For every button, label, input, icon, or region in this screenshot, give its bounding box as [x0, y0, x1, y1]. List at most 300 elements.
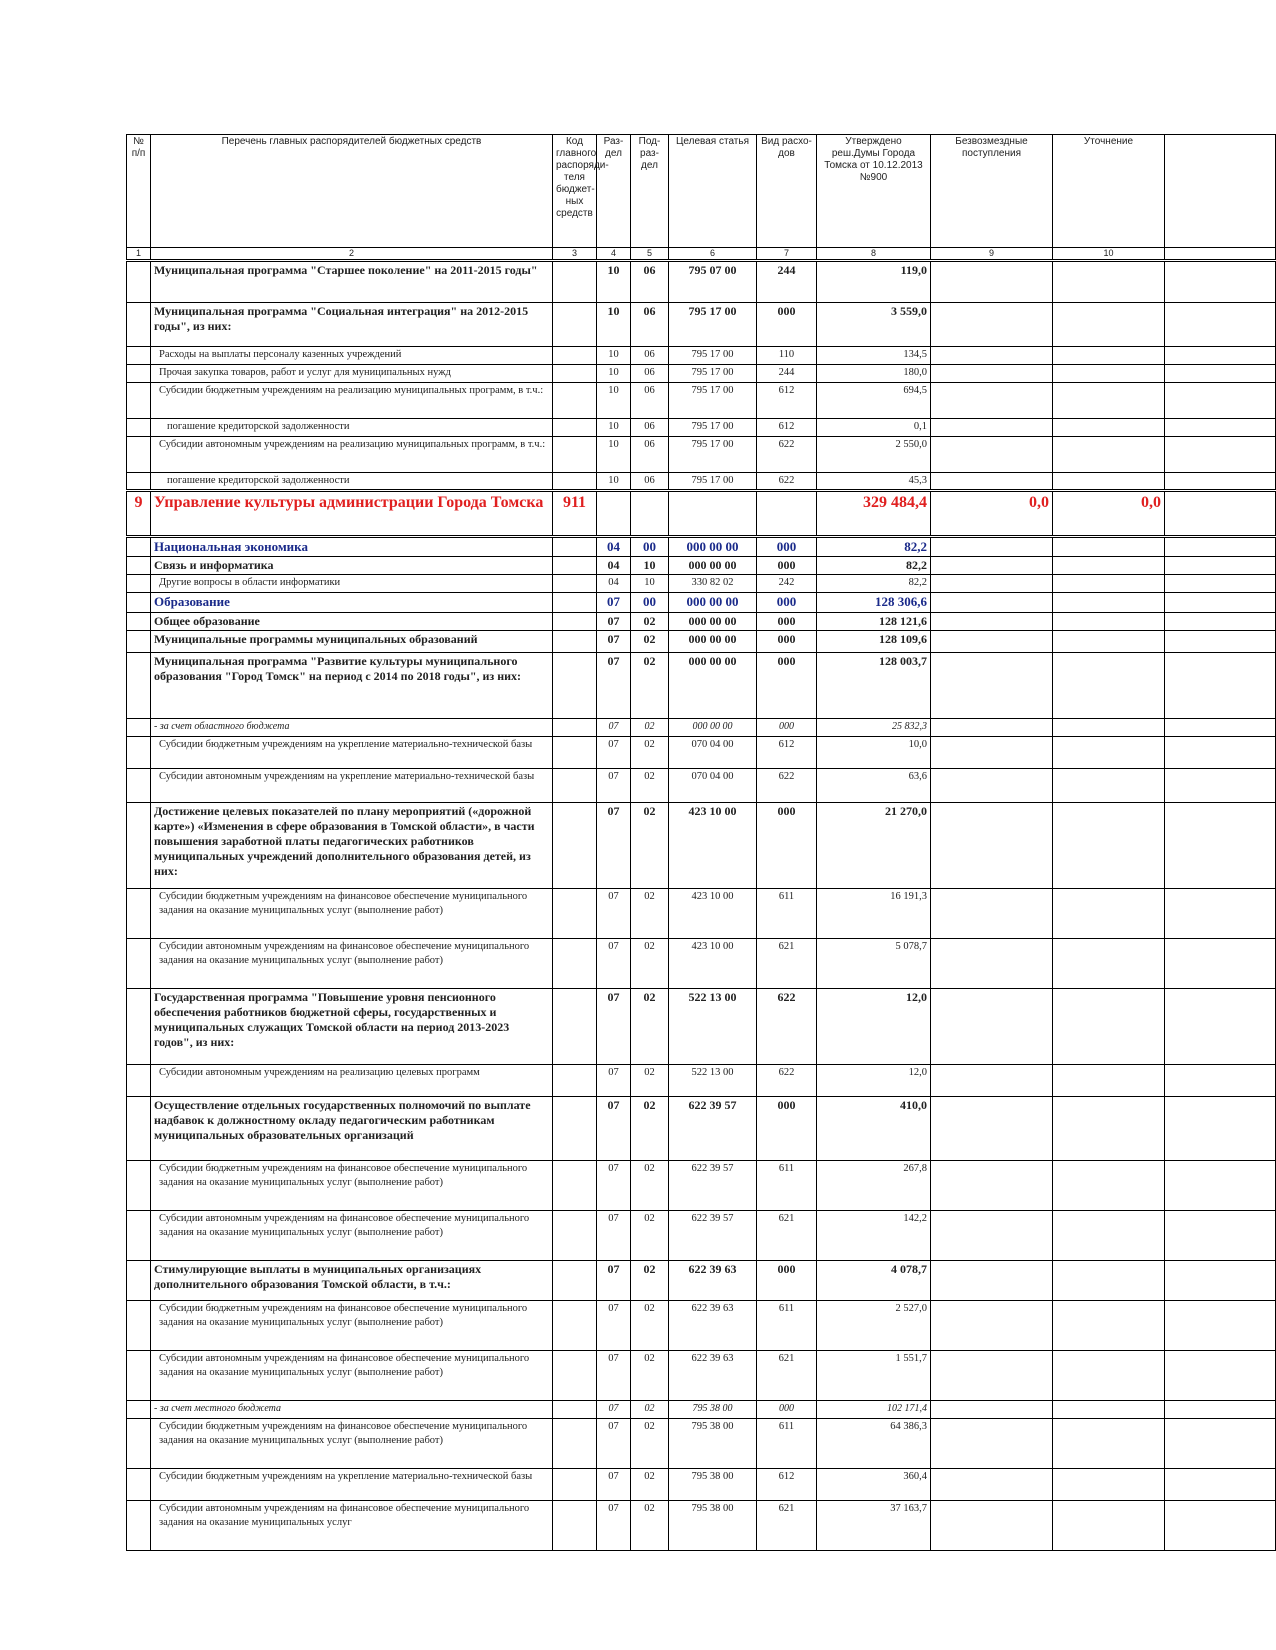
row-statya: 000 00 00	[669, 593, 757, 613]
row-vid: 621	[757, 1211, 817, 1261]
row-code	[553, 1401, 597, 1419]
row-bezv	[931, 613, 1053, 631]
row-extra	[1165, 491, 1276, 537]
row-name: Субсидии бюджетным учреждениям на укрепление материально-технической базы	[151, 1469, 553, 1501]
row-bezv	[931, 989, 1053, 1065]
row-code	[553, 889, 597, 939]
row-podrazdel: 02	[631, 1211, 669, 1261]
row-extra	[1165, 383, 1276, 419]
row-name: Государственная программа "Повышение уровня пенсионного обеспечения работников бюджетной сферы, государственных и муниципальных служащих Томской области на период 2013-2023 годов", из них:	[151, 989, 553, 1065]
row-extra	[1165, 575, 1276, 593]
row-statya: 000 00 00	[669, 631, 757, 653]
row-razdel: 10	[597, 419, 631, 437]
row-num	[127, 889, 151, 939]
colnum: 6	[669, 248, 757, 261]
row-razdel: 07	[597, 631, 631, 653]
row-razdel: 04	[597, 575, 631, 593]
row-statya	[669, 491, 757, 537]
header-statya: Целевая статья	[669, 135, 757, 248]
row-statya: 522 13 00	[669, 1065, 757, 1097]
row-amount: 2 527,0	[817, 1301, 931, 1351]
row-extra	[1165, 631, 1276, 653]
row-bezv	[931, 1401, 1053, 1419]
row-extra	[1165, 303, 1276, 347]
row-extra	[1165, 1351, 1276, 1401]
row-amount: 360,4	[817, 1469, 931, 1501]
row-utoch	[1053, 1419, 1165, 1469]
row-extra	[1165, 737, 1276, 769]
row-amount: 0,1	[817, 419, 931, 437]
row-vid: 000	[757, 1261, 817, 1301]
table-row	[127, 1065, 1276, 1097]
row-podrazdel: 02	[631, 1161, 669, 1211]
row-vid: 000	[757, 613, 817, 631]
row-num	[127, 593, 151, 613]
row-code	[553, 557, 597, 575]
header-razdel: Раз-дел	[597, 135, 631, 248]
row-utoch	[1053, 889, 1165, 939]
row-vid: 000	[757, 593, 817, 613]
row-extra	[1165, 1097, 1276, 1161]
row-vid: 000	[757, 803, 817, 889]
row-code	[553, 1261, 597, 1301]
row-statya: 795 17 00	[669, 347, 757, 365]
row-name: - за счет областного бюджета	[151, 719, 553, 737]
row-utoch	[1053, 653, 1165, 719]
row-num	[127, 737, 151, 769]
row-vid: 622	[757, 473, 817, 491]
row-podrazdel: 06	[631, 473, 669, 491]
row-name: Осуществление отдельных государственных полномочий по выплате надбавок к должностному окладу педагогическим работникам муниципальных образовательных организаций	[151, 1097, 553, 1161]
row-num	[127, 989, 151, 1065]
row-razdel: 07	[597, 1065, 631, 1097]
row-bezv	[931, 719, 1053, 737]
row-name: Достижение целевых показателей по плану мероприятий («дорожной карте») «Изменения в сфере образования в Томской области», в части повышения заработной платы педагогических работников муниципальных учреждений дополнительного образования детей, из них:	[151, 803, 553, 889]
row-name: Субсидии автономным учреждениям на финансовое обеспечение муниципального задания на оказание муниципальных услуг (выполнение работ)	[151, 939, 553, 989]
row-extra	[1165, 473, 1276, 491]
header-name: Перечень главных распорядителей бюджетных средств	[151, 135, 553, 248]
row-extra	[1165, 989, 1276, 1065]
row-vid: 612	[757, 1469, 817, 1501]
header-code: Код главного распоряди-теля бюджет-ных средств	[553, 135, 597, 248]
row-bezv	[931, 1469, 1053, 1501]
row-amount: 128 306,6	[817, 593, 931, 613]
row-amount: 82,2	[817, 575, 931, 593]
row-code	[553, 653, 597, 719]
header-num: № п/п	[127, 135, 151, 248]
row-name: Общее образование	[151, 613, 553, 631]
row-amount: 25 832,3	[817, 719, 931, 737]
row-razdel: 07	[597, 1097, 631, 1161]
row-podrazdel: 02	[631, 1469, 669, 1501]
row-statya: 795 17 00	[669, 365, 757, 383]
row-num	[127, 261, 151, 303]
row-code	[553, 1211, 597, 1261]
table-row	[127, 261, 1276, 303]
row-num	[127, 1419, 151, 1469]
row-amount: 10,0	[817, 737, 931, 769]
row-amount: 45,3	[817, 473, 931, 491]
row-podrazdel: 10	[631, 575, 669, 593]
row-bezv: 0,0	[931, 491, 1053, 537]
row-vid: 000	[757, 631, 817, 653]
row-bezv	[931, 1161, 1053, 1211]
colnum: 3	[553, 248, 597, 261]
row-statya: 795 17 00	[669, 303, 757, 347]
table-row	[127, 631, 1276, 653]
row-utoch	[1053, 1469, 1165, 1501]
row-statya: 070 04 00	[669, 769, 757, 803]
row-name: Субсидии автономным учреждениям на реализацию муниципальных программ, в т.ч.:	[151, 437, 553, 473]
row-utoch	[1053, 303, 1165, 347]
row-razdel	[597, 491, 631, 537]
row-vid: 242	[757, 575, 817, 593]
table-row	[127, 769, 1276, 803]
row-vid: 621	[757, 1351, 817, 1401]
row-name: Субсидии бюджетным учреждениям на финансовое обеспечение муниципального задания на оказание муниципальных услуг (выполнение работ)	[151, 1301, 553, 1351]
row-extra	[1165, 1065, 1276, 1097]
row-utoch	[1053, 1211, 1165, 1261]
row-utoch	[1053, 365, 1165, 383]
row-extra	[1165, 593, 1276, 613]
table-row	[127, 491, 1276, 537]
row-name: Субсидии автономным учреждениям на финансовое обеспечение муниципального задания на оказание муниципальных услуг	[151, 1501, 553, 1551]
row-statya: 795 17 00	[669, 419, 757, 437]
table-row	[127, 473, 1276, 491]
row-extra	[1165, 803, 1276, 889]
header-approved: Утверждено реш.Думы Города Томска от 10.12.2013 №900	[817, 135, 931, 248]
row-amount: 82,2	[817, 557, 931, 575]
row-vid: 000	[757, 303, 817, 347]
row-name: - за счет местного бюджета	[151, 1401, 553, 1419]
row-amount: 16 191,3	[817, 889, 931, 939]
colnum: 8	[817, 248, 931, 261]
row-podrazdel: 00	[631, 537, 669, 557]
column-number-row	[127, 248, 1276, 261]
row-statya: 000 00 00	[669, 557, 757, 575]
table-row	[127, 365, 1276, 383]
row-name: Расходы на выплаты персоналу казенных учреждений	[151, 347, 553, 365]
row-code	[553, 575, 597, 593]
row-statya: 795 38 00	[669, 1419, 757, 1469]
row-statya: 522 13 00	[669, 989, 757, 1065]
row-code	[553, 803, 597, 889]
row-statya: 622 39 57	[669, 1211, 757, 1261]
row-vid: 612	[757, 737, 817, 769]
row-statya: 423 10 00	[669, 889, 757, 939]
row-razdel: 07	[597, 1261, 631, 1301]
row-razdel: 07	[597, 653, 631, 719]
row-amount: 128 003,7	[817, 653, 931, 719]
row-statya: 795 17 00	[669, 473, 757, 491]
row-amount: 119,0	[817, 261, 931, 303]
row-podrazdel	[631, 491, 669, 537]
row-num	[127, 419, 151, 437]
row-podrazdel: 02	[631, 631, 669, 653]
row-name: Прочая закупка товаров, работ и услуг для муниципальных нужд	[151, 365, 553, 383]
row-amount: 82,2	[817, 537, 931, 557]
row-num	[127, 1469, 151, 1501]
row-amount: 12,0	[817, 1065, 931, 1097]
row-num	[127, 437, 151, 473]
row-num	[127, 473, 151, 491]
row-bezv	[931, 557, 1053, 575]
header-utoch: Уточнение	[1053, 135, 1165, 248]
header-vid: Вид расхо-дов	[757, 135, 817, 248]
row-extra	[1165, 437, 1276, 473]
table-row	[127, 575, 1276, 593]
row-amount: 12,0	[817, 989, 931, 1065]
row-statya: 622 39 57	[669, 1097, 757, 1161]
row-vid: 611	[757, 1301, 817, 1351]
row-code	[553, 537, 597, 557]
row-name: Субсидии бюджетным учреждениям на укрепление материально-технической базы	[151, 737, 553, 769]
row-amount: 21 270,0	[817, 803, 931, 889]
row-name: Субсидии автономным учреждениям на финансовое обеспечение муниципального задания на оказание муниципальных услуг (выполнение работ)	[151, 1211, 553, 1261]
row-vid: 000	[757, 1097, 817, 1161]
row-bezv	[931, 1261, 1053, 1301]
row-num	[127, 653, 151, 719]
row-podrazdel: 06	[631, 303, 669, 347]
row-razdel: 07	[597, 1351, 631, 1401]
row-podrazdel: 02	[631, 653, 669, 719]
row-bezv	[931, 1351, 1053, 1401]
row-extra	[1165, 1161, 1276, 1211]
row-vid: 612	[757, 383, 817, 419]
row-extra	[1165, 769, 1276, 803]
row-amount: 267,8	[817, 1161, 931, 1211]
row-podrazdel: 02	[631, 769, 669, 803]
row-num	[127, 631, 151, 653]
row-utoch	[1053, 1065, 1165, 1097]
table-row	[127, 437, 1276, 473]
table-row	[127, 653, 1276, 719]
row-extra	[1165, 1401, 1276, 1419]
row-extra	[1165, 653, 1276, 719]
row-utoch	[1053, 419, 1165, 437]
row-name: Связь и информатика	[151, 557, 553, 575]
row-statya: 000 00 00	[669, 653, 757, 719]
row-bezv	[931, 631, 1053, 653]
row-code	[553, 1161, 597, 1211]
row-name: погашение кредиторской задолженности	[151, 419, 553, 437]
row-utoch	[1053, 737, 1165, 769]
row-num: 9	[127, 491, 151, 537]
row-utoch	[1053, 383, 1165, 419]
row-podrazdel: 02	[631, 737, 669, 769]
table-row	[127, 1401, 1276, 1419]
header-bezv: Безвозмездные поступления	[931, 135, 1053, 248]
row-name: Субсидии бюджетным учреждениям на финансовое обеспечение муниципального задания на оказание муниципальных услуг (выполнение работ)	[151, 889, 553, 939]
row-statya: 330 82 02	[669, 575, 757, 593]
row-amount: 3 559,0	[817, 303, 931, 347]
colnum: 7	[757, 248, 817, 261]
row-podrazdel: 02	[631, 803, 669, 889]
row-code	[553, 1501, 597, 1551]
row-name: Муниципальные программы муниципальных образований	[151, 631, 553, 653]
table-row	[127, 557, 1276, 575]
row-vid: 000	[757, 719, 817, 737]
row-statya: 622 39 63	[669, 1351, 757, 1401]
row-podrazdel: 00	[631, 593, 669, 613]
row-vid: 000	[757, 557, 817, 575]
row-utoch	[1053, 631, 1165, 653]
row-num	[127, 1065, 151, 1097]
row-extra	[1165, 613, 1276, 631]
row-bezv	[931, 303, 1053, 347]
row-name: Муниципальная программа "Развитие культуры муниципального образования "Город Томск" на период с 2014 по 2018 годы", из них:	[151, 653, 553, 719]
row-amount: 1 551,7	[817, 1351, 931, 1401]
row-statya: 795 17 00	[669, 437, 757, 473]
row-extra	[1165, 1501, 1276, 1551]
row-razdel: 10	[597, 261, 631, 303]
row-code	[553, 939, 597, 989]
row-amount: 694,5	[817, 383, 931, 419]
row-bezv	[931, 365, 1053, 383]
row-utoch	[1053, 557, 1165, 575]
row-extra	[1165, 261, 1276, 303]
row-bezv	[931, 939, 1053, 989]
row-utoch	[1053, 347, 1165, 365]
row-extra	[1165, 1419, 1276, 1469]
row-vid: 611	[757, 889, 817, 939]
row-utoch	[1053, 1097, 1165, 1161]
row-code	[553, 1351, 597, 1401]
colnum: 10	[1053, 248, 1165, 261]
colnum: 4	[597, 248, 631, 261]
table-row	[127, 1261, 1276, 1301]
row-statya: 000 00 00	[669, 613, 757, 631]
row-amount: 180,0	[817, 365, 931, 383]
row-num	[127, 347, 151, 365]
row-podrazdel: 06	[631, 419, 669, 437]
row-statya: 622 39 63	[669, 1301, 757, 1351]
row-vid: 622	[757, 769, 817, 803]
colnum: 5	[631, 248, 669, 261]
header-row	[127, 135, 1276, 248]
row-podrazdel: 06	[631, 261, 669, 303]
row-name: Субсидии бюджетным учреждениям на финансовое обеспечение муниципального задания на оказание муниципальных услуг (выполнение работ)	[151, 1161, 553, 1211]
row-name: Управление культуры администрации Города Томска	[151, 491, 553, 537]
row-statya: 423 10 00	[669, 803, 757, 889]
row-vid: 244	[757, 261, 817, 303]
row-podrazdel: 10	[631, 557, 669, 575]
row-podrazdel: 02	[631, 1501, 669, 1551]
header-extra	[1165, 135, 1276, 248]
row-code	[553, 365, 597, 383]
row-utoch	[1053, 1401, 1165, 1419]
row-num	[127, 365, 151, 383]
row-code	[553, 261, 597, 303]
row-num	[127, 939, 151, 989]
row-vid: 621	[757, 939, 817, 989]
row-vid: 611	[757, 1161, 817, 1211]
row-utoch	[1053, 1301, 1165, 1351]
row-vid: 622	[757, 437, 817, 473]
colnum: 9	[931, 248, 1053, 261]
table-row	[127, 1469, 1276, 1501]
row-statya: 795 38 00	[669, 1469, 757, 1501]
row-utoch	[1053, 939, 1165, 989]
row-razdel: 07	[597, 1161, 631, 1211]
row-bezv	[931, 419, 1053, 437]
row-num	[127, 1301, 151, 1351]
row-vid: 612	[757, 419, 817, 437]
row-utoch	[1053, 1501, 1165, 1551]
table-row	[127, 939, 1276, 989]
row-name: Муниципальная программа "Социальная интеграция" на 2012-2015 годы", из них:	[151, 303, 553, 347]
row-bezv	[931, 347, 1053, 365]
row-utoch	[1053, 1161, 1165, 1211]
row-name: Субсидии автономным учреждениям на финансовое обеспечение муниципального задания на оказание муниципальных услуг (выполнение работ)	[151, 1351, 553, 1401]
row-num	[127, 719, 151, 737]
row-name: Субсидии автономным учреждениям на укрепление материально-технической базы	[151, 769, 553, 803]
row-podrazdel: 02	[631, 613, 669, 631]
table-row	[127, 737, 1276, 769]
row-vid: 000	[757, 653, 817, 719]
row-bezv	[931, 803, 1053, 889]
row-razdel: 07	[597, 1401, 631, 1419]
row-podrazdel: 06	[631, 347, 669, 365]
row-podrazdel: 06	[631, 365, 669, 383]
row-bezv	[931, 537, 1053, 557]
row-razdel: 07	[597, 593, 631, 613]
row-extra	[1165, 939, 1276, 989]
row-podrazdel: 02	[631, 1419, 669, 1469]
row-vid: 621	[757, 1501, 817, 1551]
row-code	[553, 719, 597, 737]
row-utoch	[1053, 1261, 1165, 1301]
row-razdel: 07	[597, 989, 631, 1065]
row-podrazdel: 06	[631, 437, 669, 473]
row-bezv	[931, 737, 1053, 769]
row-num	[127, 383, 151, 419]
table-row	[127, 1501, 1276, 1551]
row-num	[127, 303, 151, 347]
row-podrazdel: 02	[631, 1097, 669, 1161]
row-podrazdel: 02	[631, 1351, 669, 1401]
row-bezv	[931, 889, 1053, 939]
row-bezv	[931, 575, 1053, 593]
row-razdel: 07	[597, 719, 631, 737]
row-vid: 622	[757, 989, 817, 1065]
row-name: Субсидии бюджетным учреждениям на реализацию муниципальных программ, в т.ч.:	[151, 383, 553, 419]
table-row	[127, 383, 1276, 419]
table-row	[127, 803, 1276, 889]
row-code	[553, 737, 597, 769]
row-utoch	[1053, 989, 1165, 1065]
row-vid	[757, 491, 817, 537]
row-amount: 134,5	[817, 347, 931, 365]
row-code	[553, 989, 597, 1065]
row-statya: 000 00 00	[669, 537, 757, 557]
row-extra	[1165, 1211, 1276, 1261]
row-utoch: 0,0	[1053, 491, 1165, 537]
row-podrazdel: 02	[631, 1401, 669, 1419]
table-row	[127, 419, 1276, 437]
table-body	[127, 261, 1276, 1551]
row-statya: 070 04 00	[669, 737, 757, 769]
row-amount: 128 109,6	[817, 631, 931, 653]
colnum-extra	[1165, 248, 1276, 261]
row-bezv	[931, 1419, 1053, 1469]
row-razdel: 07	[597, 1301, 631, 1351]
row-num	[127, 1261, 151, 1301]
row-utoch	[1053, 437, 1165, 473]
row-extra	[1165, 1301, 1276, 1351]
row-amount: 128 121,6	[817, 613, 931, 631]
row-name: Другие вопросы в области информатики	[151, 575, 553, 593]
